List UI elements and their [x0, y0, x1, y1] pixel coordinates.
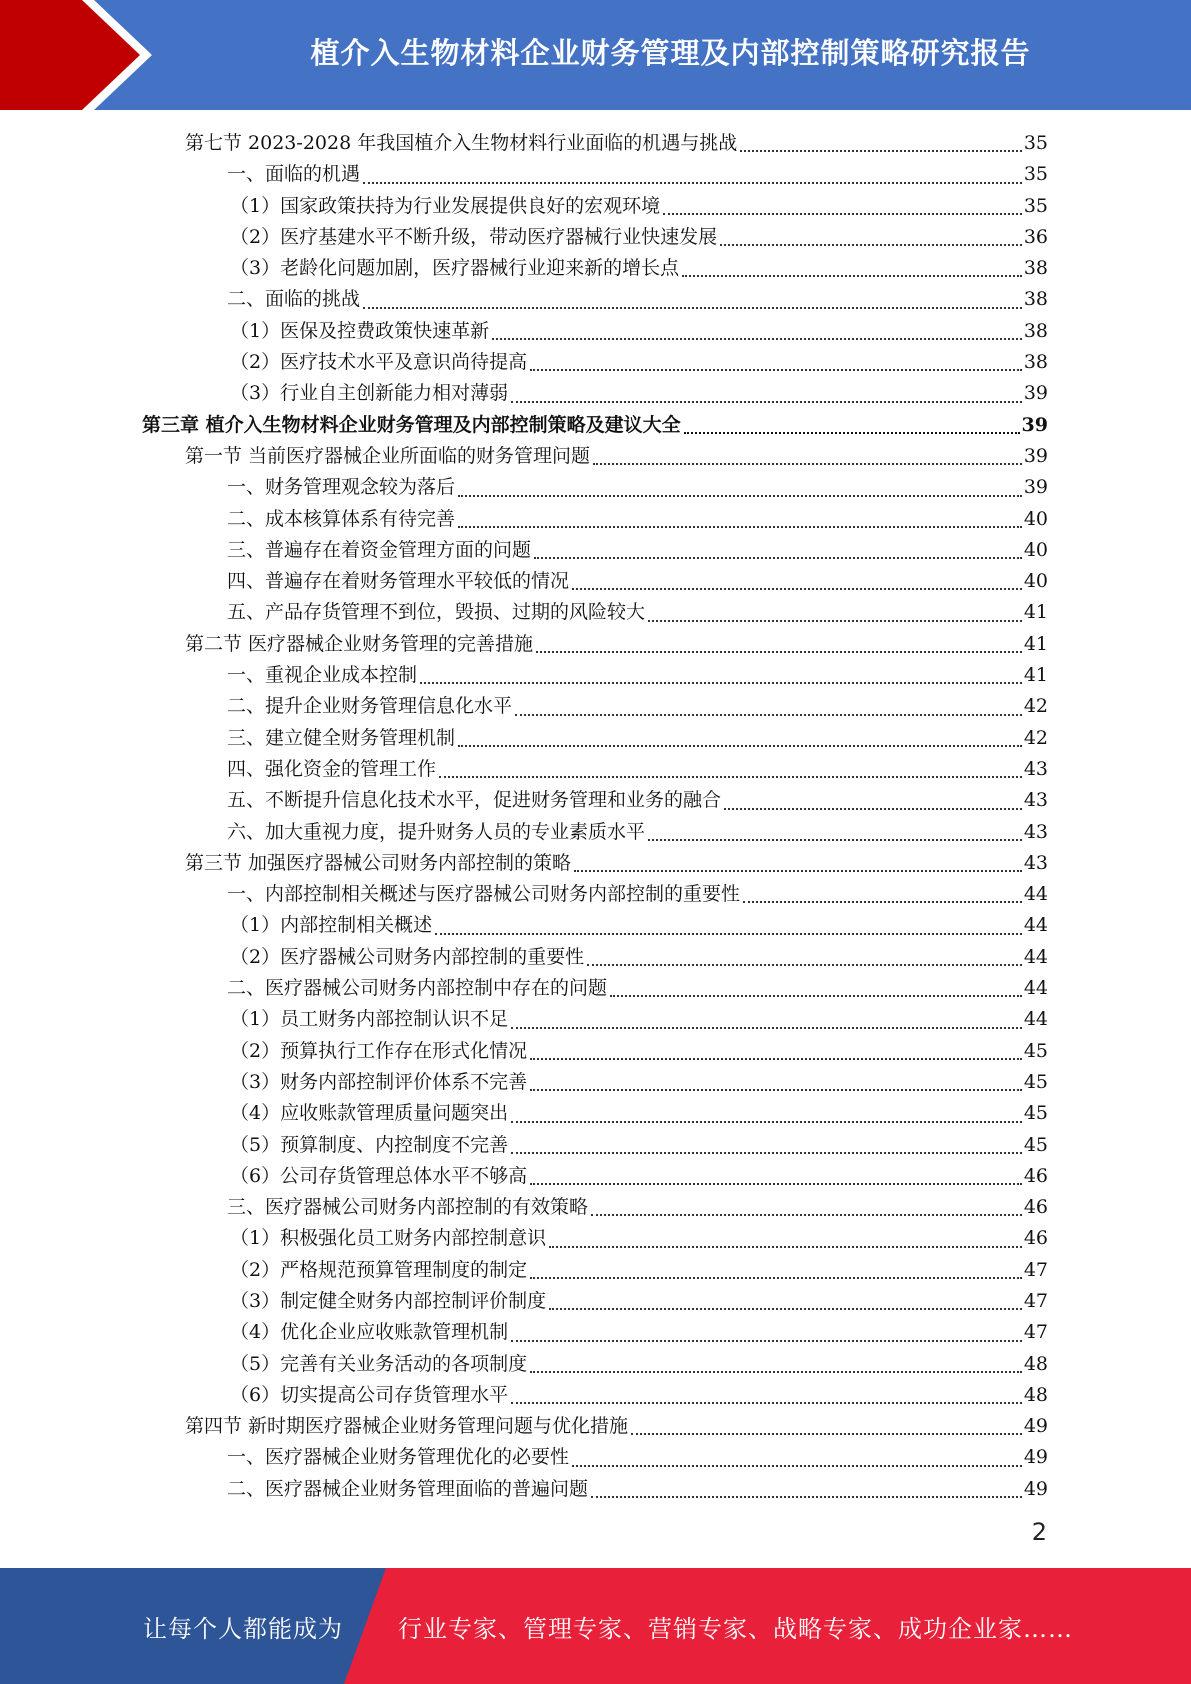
- toc-entry-title: 二、面临的挑战: [227, 288, 361, 311]
- toc-entry-title: 第一节 当前医疗器械企业所面临的财务管理问题: [185, 444, 591, 467]
- toc-entry-page: 45: [1023, 1070, 1048, 1093]
- toc-dot-leader: [720, 243, 1022, 246]
- toc-entry[interactable]: [142, 253, 1048, 284]
- toc-entry-title: 一、面临的机遇: [227, 163, 361, 186]
- toc-entry-page: 40: [1023, 538, 1048, 561]
- toc-entry-page: 48: [1023, 1383, 1048, 1406]
- toc-entry-page: 44: [1023, 977, 1048, 1000]
- toc-entry-title: （6）公司存货管理总体水平不够高: [230, 1164, 528, 1187]
- toc-entry-page: 38: [1023, 319, 1048, 342]
- toc-dot-leader: [511, 1339, 1022, 1342]
- toc-entry-page: 43: [1023, 789, 1048, 812]
- toc-dot-leader: [511, 1120, 1022, 1123]
- toc-entry[interactable]: [142, 316, 1048, 347]
- toc-entry[interactable]: [142, 1161, 1048, 1192]
- toc-entry-page: 41: [1023, 601, 1048, 624]
- toc-entry-page: 39: [1023, 444, 1048, 467]
- toc-entry[interactable]: [142, 1380, 1048, 1411]
- toc-entry-page: 44: [1023, 945, 1048, 968]
- toc-entry-page: 45: [1023, 1133, 1048, 1156]
- toc-entry-page: 47: [1023, 1289, 1048, 1312]
- toc-entry-page: 39: [1021, 413, 1048, 436]
- toc-entry-title: （1）医保及控费政策快速革新: [230, 319, 490, 342]
- toc-entry-title: （2）医疗技术水平及意识尚待提高: [230, 351, 528, 374]
- toc-entry[interactable]: [142, 378, 1048, 409]
- toc-entry[interactable]: [142, 597, 1048, 628]
- toc-dot-leader: [530, 1276, 1022, 1279]
- toc-dot-leader: [648, 838, 1022, 841]
- toc-entry-page: 41: [1023, 632, 1048, 655]
- page-number: 2: [1031, 1518, 1047, 1546]
- toc-entry-title: 三、建立健全财务管理机制: [227, 726, 456, 749]
- toc-entry-page: 44: [1023, 883, 1048, 906]
- toc-dot-leader: [363, 306, 1022, 309]
- toc-dot-leader: [492, 337, 1022, 340]
- toc-entry[interactable]: [142, 222, 1048, 253]
- toc-dot-leader: [458, 744, 1022, 747]
- toc-entry[interactable]: [142, 1004, 1048, 1035]
- toc-entry[interactable]: [142, 1036, 1048, 1067]
- toc-entry-title: 二、提升企业财务管理信息化水平: [227, 695, 513, 718]
- toc-dot-leader: [593, 462, 1022, 465]
- toc-entry-title: 一、重视企业成本控制: [227, 664, 418, 687]
- toc-entry-page: 45: [1023, 1102, 1048, 1125]
- toc-entry-title: （1）积极强化员工财务内部控制意识: [230, 1227, 547, 1250]
- toc-dot-leader: [534, 556, 1022, 559]
- toc-dot-leader: [511, 1151, 1022, 1154]
- toc-entry-page: 47: [1023, 1258, 1048, 1281]
- toc-dot-leader: [536, 650, 1022, 653]
- toc-entry-title: 三、医疗器械公司财务内部控制的有效策略: [227, 1196, 589, 1219]
- toc-entry[interactable]: [142, 848, 1048, 879]
- page-footer: [0, 1568, 1191, 1684]
- toc-entry[interactable]: [142, 660, 1048, 691]
- toc-entry[interactable]: [142, 910, 1048, 941]
- toc-entry[interactable]: [142, 410, 1048, 441]
- toc-entry[interactable]: [142, 785, 1048, 816]
- toc-entry[interactable]: [142, 1349, 1048, 1380]
- toc-entry[interactable]: [142, 723, 1048, 754]
- toc-dot-leader: [458, 525, 1022, 528]
- toc-dot-leader: [740, 149, 1022, 152]
- toc-entry-title: （2）医疗基建水平不断升级，带动医疗器械行业快速发展: [230, 225, 718, 248]
- toc-entry-page: 42: [1023, 726, 1048, 749]
- toc-dot-leader: [420, 681, 1022, 684]
- toc-entry-page: 49: [1023, 1415, 1048, 1438]
- toc-dot-leader: [363, 181, 1022, 184]
- toc-entry[interactable]: [142, 472, 1048, 503]
- toc-entry[interactable]: [142, 284, 1048, 315]
- toc-entry[interactable]: [142, 1192, 1048, 1223]
- toc-entry[interactable]: [142, 691, 1048, 722]
- toc-entry-page: 39: [1023, 476, 1048, 499]
- toc-entry-title: 第三节 加强医疗器械公司财务内部控制的策略: [185, 851, 572, 874]
- toc-entry-page: 43: [1023, 757, 1048, 780]
- toc-entry[interactable]: [142, 535, 1048, 566]
- toc-entry[interactable]: [142, 504, 1048, 535]
- toc-entry-title: （5）完善有关业务活动的各项制度: [230, 1352, 528, 1375]
- toc-entry-page: 41: [1023, 664, 1048, 687]
- toc-entry[interactable]: [142, 1474, 1048, 1505]
- toc-entry-title: 五、不断提升信息化技术水平，促进财务管理和业务的融合: [227, 789, 722, 812]
- toc-dot-leader: [591, 1495, 1022, 1498]
- toc-entry-page: 47: [1023, 1321, 1048, 1344]
- toc-entry[interactable]: [142, 1130, 1048, 1161]
- toc-dot-leader: [684, 431, 1020, 434]
- toc-dot-leader: [530, 1370, 1022, 1373]
- toc-entry-page: 49: [1023, 1477, 1048, 1500]
- toc-entry-page: 49: [1023, 1446, 1048, 1469]
- toc-dot-leader: [511, 1026, 1022, 1029]
- toc-entry[interactable]: [142, 159, 1048, 190]
- toc-entry[interactable]: [142, 1067, 1048, 1098]
- toc-entry-page: 38: [1023, 351, 1048, 374]
- toc-dot-leader: [515, 713, 1022, 716]
- toc-entry[interactable]: [142, 1286, 1048, 1317]
- toc-entry-page: 43: [1023, 851, 1048, 874]
- toc-entry-title: 一、财务管理观念较为落后: [227, 476, 456, 499]
- toc-entry-title: （1）内部控制相关概述: [230, 914, 433, 937]
- toc-entry-title: （6）切实提高公司存货管理水平: [230, 1383, 509, 1406]
- toc-dot-leader: [435, 932, 1022, 935]
- toc-entry[interactable]: [142, 1317, 1048, 1348]
- toc-entry-page: 40: [1023, 570, 1048, 593]
- toc-entry-page: 45: [1023, 1039, 1048, 1062]
- toc-entry[interactable]: [142, 191, 1048, 222]
- toc-entry[interactable]: [142, 566, 1048, 597]
- toc-dot-leader: [682, 274, 1022, 277]
- toc-entry-title: 一、内部控制相关概述与医疗器械公司财务内部控制的重要性: [227, 883, 741, 906]
- toc-entry-title: （1）员工财务内部控制认识不足: [230, 1008, 509, 1031]
- toc-entry[interactable]: [142, 754, 1048, 785]
- toc-entry-title: 三、普遍存在着资金管理方面的问题: [227, 538, 532, 561]
- toc-entry-page: 40: [1023, 507, 1048, 530]
- toc-dot-leader: [587, 963, 1022, 966]
- toc-entry[interactable]: [142, 1098, 1048, 1129]
- toc-entry-page: 44: [1023, 914, 1048, 937]
- toc-dot-leader: [530, 368, 1022, 371]
- toc-entry[interactable]: [142, 1411, 1048, 1442]
- toc-dot-leader: [458, 494, 1022, 497]
- footer-slogan-right: 行业专家、管理专家、营销专家、战略专家、成功企业家……: [398, 1614, 1073, 1643]
- header-chevron-red: [0, 0, 140, 110]
- toc-entry-title: 第二节 医疗器械企业财务管理的完善措施: [185, 632, 534, 655]
- toc-entry-title: （3）财务内部控制评价体系不完善: [230, 1070, 528, 1093]
- toc-entry[interactable]: [142, 441, 1048, 472]
- toc-dot-leader: [648, 619, 1022, 622]
- toc-entry-title: 二、医疗器械企业财务管理面临的普遍问题: [227, 1477, 589, 1500]
- toc-entry-title: 四、强化资金的管理工作: [227, 757, 437, 780]
- toc-entry-title: 五、产品存货管理不到位，毁损、过期的风险较大: [227, 601, 646, 624]
- toc-entry-page: 46: [1023, 1164, 1048, 1187]
- toc-entry-page: 48: [1023, 1352, 1048, 1375]
- toc-entry-title: 第三章 植介入生物材料企业财务管理及内部控制策略及建议大全: [142, 413, 681, 436]
- toc-entry-title: 第四节 新时期医疗器械企业财务管理问题与优化措施: [185, 1415, 629, 1438]
- toc-dot-leader: [511, 400, 1022, 403]
- toc-entry-page: 44: [1023, 1008, 1048, 1031]
- toc-entry-title: （3）老龄化问题加剧，医疗器械行业迎来新的增长点: [230, 257, 680, 280]
- toc-entry-page: 39: [1023, 382, 1048, 405]
- toc-dot-leader: [572, 1464, 1022, 1467]
- toc-dot-leader: [663, 212, 1022, 215]
- toc-entry-title: （3）制定健全财务内部控制评价制度: [230, 1289, 547, 1312]
- toc-entry-title: 六、加大重视力度，提升财务人员的专业素质水平: [227, 820, 646, 843]
- toc-entry[interactable]: [142, 1223, 1048, 1254]
- toc-dot-leader: [572, 587, 1022, 590]
- toc-entry-title: （2）严格规范预算管理制度的制定: [230, 1258, 528, 1281]
- toc-entry-title: 四、普遍存在着财务管理水平较低的情况: [227, 570, 570, 593]
- toc-entry[interactable]: [142, 128, 1048, 159]
- toc-dot-leader: [549, 1307, 1022, 1310]
- toc-entry-page: 35: [1023, 194, 1048, 217]
- toc-entry-title: 二、医疗器械公司财务内部控制中存在的问题: [227, 977, 608, 1000]
- toc-dot-leader: [549, 1245, 1022, 1248]
- toc-dot-leader: [610, 994, 1022, 997]
- toc-entry-page: 46: [1023, 1227, 1048, 1250]
- toc-dot-leader: [530, 1088, 1022, 1091]
- toc-entry-page: 38: [1023, 257, 1048, 280]
- toc-dot-leader: [591, 1213, 1022, 1216]
- toc-entry-title: 二、成本核算体系有待完善: [227, 507, 456, 530]
- table-of-contents: [142, 128, 1048, 1505]
- page-header: [0, 0, 1191, 110]
- toc-entry[interactable]: [142, 973, 1048, 1004]
- toc-entry-page: 42: [1023, 695, 1048, 718]
- toc-entry[interactable]: [142, 942, 1048, 973]
- toc-entry-page: 38: [1023, 288, 1048, 311]
- toc-entry[interactable]: [142, 1442, 1048, 1473]
- toc-dot-leader: [530, 1182, 1022, 1185]
- toc-entry-title: （3）行业自主创新能力相对薄弱: [230, 382, 509, 405]
- toc-dot-leader: [511, 1401, 1022, 1404]
- toc-entry[interactable]: [142, 629, 1048, 660]
- toc-dot-leader: [530, 1057, 1022, 1060]
- toc-dot-leader: [631, 1432, 1022, 1435]
- toc-entry-title: （1）国家政策扶持为行业发展提供良好的宏观环境: [230, 194, 661, 217]
- toc-dot-leader: [743, 900, 1022, 903]
- toc-dot-leader: [439, 775, 1022, 778]
- toc-entry-title: （5）预算制度、内控制度不完善: [230, 1133, 509, 1156]
- toc-entry-page: 35: [1023, 132, 1048, 154]
- toc-entry-title: （4）应收账款管理质量问题突出: [230, 1102, 509, 1125]
- toc-entry[interactable]: [142, 1255, 1048, 1286]
- toc-entry-title: （4）优化企业应收账款管理机制: [230, 1321, 509, 1344]
- toc-entry-title: 一、医疗器械企业财务管理优化的必要性: [227, 1446, 570, 1469]
- toc-dot-leader: [724, 807, 1022, 810]
- toc-entry-page: 46: [1023, 1196, 1048, 1219]
- toc-entry-title: （2）预算执行工作存在形式化情况: [230, 1039, 528, 1062]
- toc-entry-page: 43: [1023, 820, 1048, 843]
- toc-entry[interactable]: [142, 817, 1048, 848]
- toc-entry[interactable]: [142, 879, 1048, 910]
- toc-entry-page: 36: [1023, 225, 1048, 248]
- toc-entry-title: （2）医疗器械公司财务内部控制的重要性: [230, 945, 585, 968]
- toc-dot-leader: [574, 869, 1022, 872]
- toc-entry[interactable]: [142, 347, 1048, 378]
- toc-entry-page: 35: [1023, 163, 1048, 186]
- footer-slogan-left: 让每个人都能成为: [143, 1614, 343, 1643]
- report-title: 植介入生物材料企业财务管理及内部控制策略研究报告: [310, 35, 1031, 70]
- toc-entry-title: 第七节 2023-2028 年我国植介入生物材料行业面临的机遇与挑战: [185, 132, 738, 154]
